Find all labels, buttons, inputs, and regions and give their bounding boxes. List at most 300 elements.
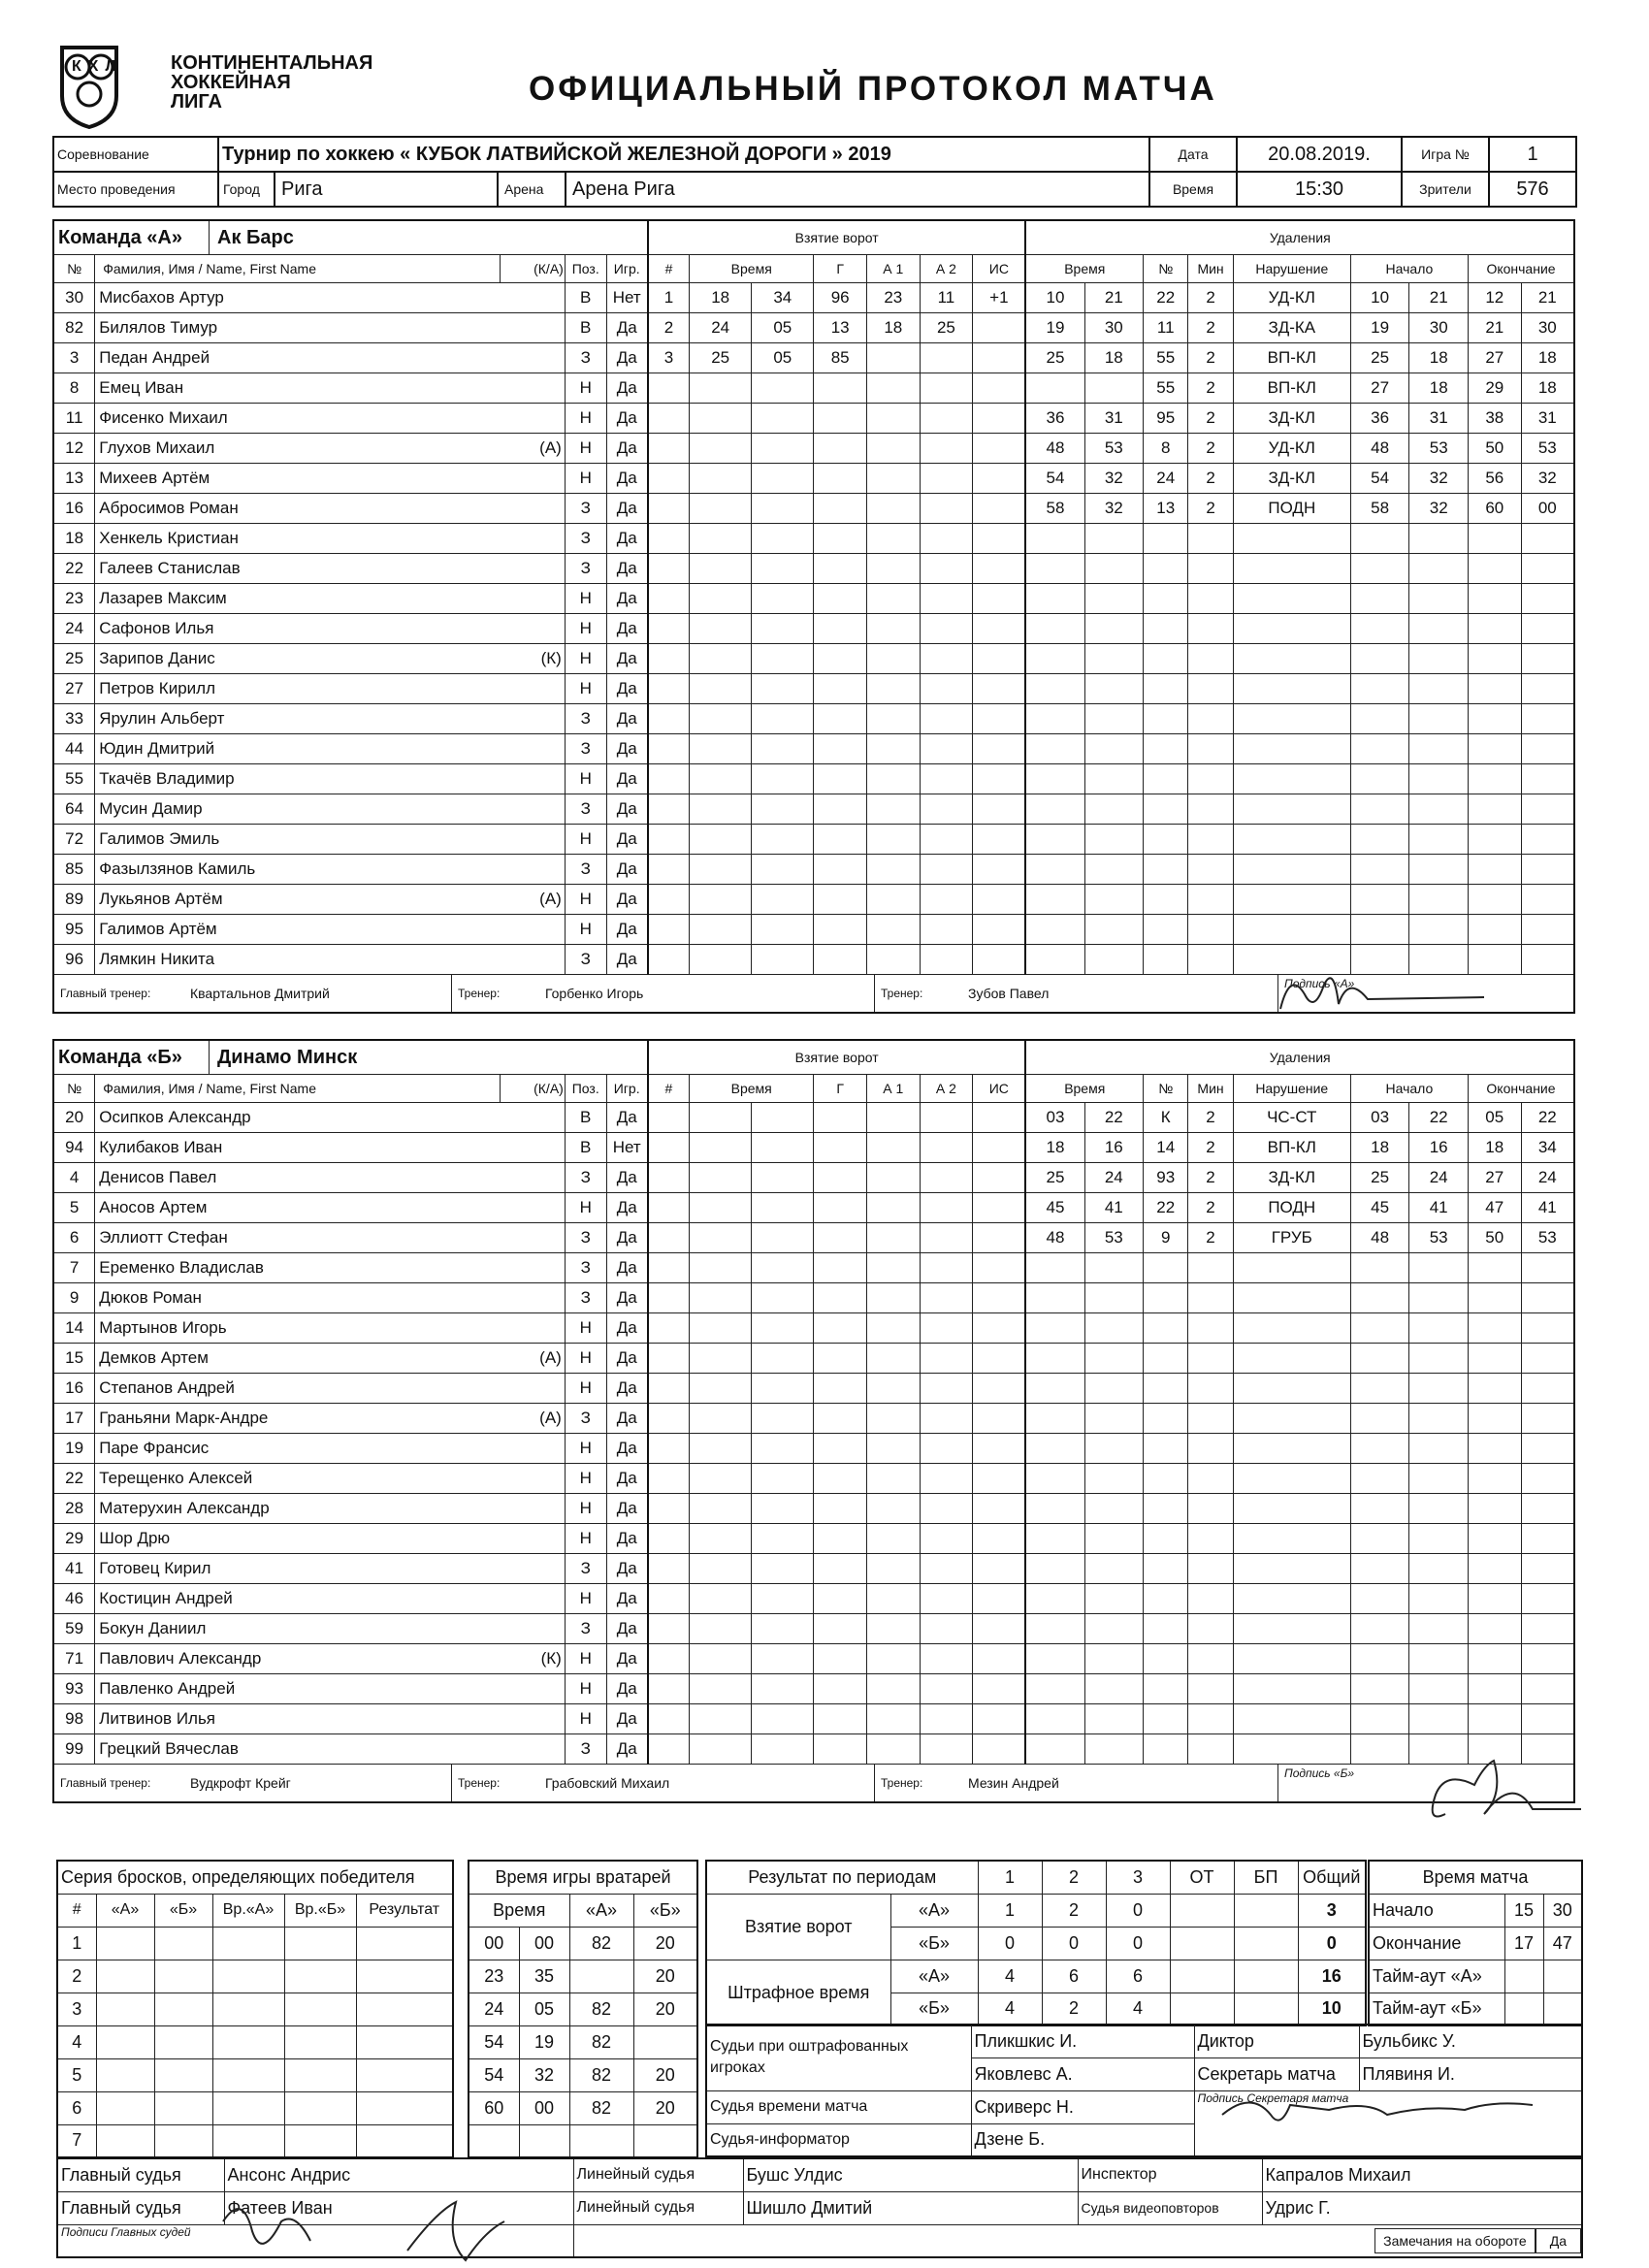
- player-position: В: [565, 1103, 606, 1133]
- pen-start-min: 48: [1350, 434, 1409, 464]
- player-number: 27: [53, 674, 95, 704]
- goalie-min: 54: [469, 2025, 519, 2058]
- goalie-min: 54: [469, 2058, 519, 2091]
- goal-number: 3: [648, 343, 690, 373]
- player-number: 95: [53, 915, 95, 945]
- player-played: Да: [606, 1283, 648, 1313]
- player-number: 22: [53, 1464, 95, 1494]
- pen-end-min: 38: [1468, 404, 1521, 434]
- pen-start-sec: 31: [1409, 404, 1469, 434]
- player-number: 14: [53, 1313, 95, 1344]
- pen-time-min: 54: [1025, 464, 1084, 494]
- team_a-col-a2: А 2: [920, 255, 973, 283]
- goalie-col-time: Время: [469, 1894, 569, 1927]
- player-played: Да: [606, 1464, 648, 1494]
- player-number: 6: [53, 1223, 95, 1253]
- player-number: 9: [53, 1283, 95, 1313]
- player-position: Н: [565, 1584, 606, 1614]
- player-name: Мартынов Игорь: [99, 1318, 227, 1337]
- team_b-head-coach-label: Главный тренер:: [60, 1776, 151, 1790]
- player-played: Да: [606, 464, 648, 494]
- player-position: З: [565, 1614, 606, 1644]
- player-position: Н: [565, 885, 606, 915]
- penbox-judge-1: Пликшкис И.: [971, 2025, 1194, 2057]
- pen-start-min: 19: [1350, 313, 1409, 343]
- team_b-row: [53, 1644, 1574, 1674]
- match-start-label: Начало: [1369, 1894, 1504, 1927]
- pen-player-no: 24: [1144, 464, 1188, 494]
- logo-letters: КХЛ: [72, 58, 123, 75]
- shootout-row-num: 7: [57, 2124, 96, 2157]
- city-value: Рига: [275, 173, 499, 206]
- player-name: Лукьянов Артём: [99, 890, 223, 908]
- shootout-row: [57, 1927, 453, 1960]
- goalie-col-a: «А»: [569, 1894, 633, 1927]
- player-name: Дюков Роман: [99, 1288, 202, 1307]
- pen-start-sec: 32: [1409, 494, 1469, 524]
- player-played: Да: [606, 794, 648, 825]
- pen-infraction: ЗД-КЛ: [1233, 1163, 1350, 1193]
- remarks-value: Да: [1536, 2228, 1581, 2253]
- player-role: (К): [540, 649, 562, 667]
- team_b-label: Команда «Б»: [54, 1041, 210, 1074]
- team-b-section: [52, 1039, 1575, 1803]
- player-played: Да: [606, 373, 648, 404]
- goal-time-sec: 34: [752, 283, 814, 313]
- pen-end-min: 60: [1468, 494, 1521, 524]
- player-played: Да: [606, 614, 648, 644]
- period-results-table: [705, 1860, 1367, 2026]
- team_b-coach2: Мезин Андрей: [968, 1765, 1278, 1801]
- pen-start-sec: 18: [1409, 343, 1469, 373]
- shootout-col: «Б»: [154, 1894, 212, 1927]
- pen-end-min: 05: [1468, 1103, 1521, 1133]
- shootout-row: [57, 2025, 453, 2058]
- goalie-a: [569, 2124, 633, 2157]
- player-position: Н: [565, 404, 606, 434]
- goals_a-value: [1234, 1894, 1298, 1927]
- pen-minutes: 2: [1188, 1103, 1233, 1133]
- goalie-a: 82: [569, 2058, 633, 2091]
- pen-player-no: 55: [1144, 373, 1188, 404]
- player-played: Да: [606, 554, 648, 584]
- team_b-row: [53, 1103, 1574, 1133]
- pen-end-sec: 00: [1521, 494, 1574, 524]
- spectators-value: 576: [1489, 172, 1576, 207]
- shootout-row: [57, 2091, 453, 2124]
- player-position: З: [565, 1554, 606, 1584]
- shootout-row: [57, 2058, 453, 2091]
- team_b-row: [53, 1404, 1574, 1434]
- player-position: Н: [565, 1313, 606, 1344]
- team_b-row: [53, 1374, 1574, 1404]
- pen-end-sec: 34: [1521, 1133, 1574, 1163]
- pen-time-sec: 32: [1084, 464, 1144, 494]
- team_a-label: Команда «А»: [54, 221, 210, 254]
- pen-time-sec: 24: [1084, 1163, 1144, 1193]
- player-name: Шор Дрю: [99, 1529, 171, 1547]
- team_b-sign-label: Подпись «Б»: [1284, 1766, 1355, 1780]
- goal-assist-1: [866, 343, 920, 373]
- goal-scorer: 13: [814, 313, 867, 343]
- lines2-label: Линейный судья: [573, 2191, 743, 2224]
- pen-time-min: 48: [1025, 434, 1084, 464]
- player-number: 93: [53, 1674, 95, 1704]
- goalie-b: 20: [633, 1993, 697, 2025]
- pen-time-sec: 41: [1084, 1193, 1144, 1223]
- player-number: 18: [53, 524, 95, 554]
- goal-scorer: 96: [814, 283, 867, 313]
- periods-title: Результат по периодам: [706, 1861, 978, 1894]
- player-number: 25: [53, 644, 95, 674]
- pen-minutes: 2: [1188, 1133, 1233, 1163]
- team_a-head-coach-label: Главный тренер:: [60, 987, 151, 1000]
- ref2-label: Главный судья: [57, 2191, 224, 2224]
- pen-start-min: 58: [1350, 494, 1409, 524]
- pen-player-no: 95: [1144, 404, 1188, 434]
- goalie-sec: 00: [519, 1927, 569, 1960]
- goalie-time-title: Время игры вратарей: [469, 1861, 697, 1894]
- team_b-col-ka: (К/А): [501, 1075, 566, 1103]
- announcer-value: Бульбикс У.: [1359, 2025, 1582, 2057]
- goal-assist-1: 18: [866, 313, 920, 343]
- player-position: З: [565, 343, 606, 373]
- match-time-table: [1368, 1860, 1583, 2026]
- player-name: Эллиотт Стефан: [99, 1228, 228, 1247]
- team_b-row: [53, 1434, 1574, 1464]
- team_a-coach: Горбенко Игорь: [545, 975, 875, 1012]
- player-name: Литвинов Илья: [99, 1709, 216, 1728]
- goalie-sec: 35: [519, 1960, 569, 1993]
- player-name: Хенкель Кристиан: [99, 529, 239, 547]
- match-start-h: 15: [1504, 1894, 1543, 1927]
- team_b-row: [53, 1494, 1574, 1524]
- team_a-row: [53, 855, 1574, 885]
- team_a-head-coach: Квартальнов Дмитрий: [190, 975, 452, 1012]
- team_a-col-p-inf: Нарушение: [1233, 255, 1350, 283]
- pen-minutes: 2: [1188, 343, 1233, 373]
- team_a-col-is: ИС: [973, 255, 1026, 283]
- pen-infraction: УД-КЛ: [1233, 434, 1350, 464]
- game-no-label: Игра №: [1402, 137, 1489, 172]
- team_b-row: [53, 1253, 1574, 1283]
- venue-label: Место проведения: [53, 172, 218, 207]
- player-position: Н: [565, 614, 606, 644]
- goalie-min: 24: [469, 1993, 519, 2025]
- goals_a-value: [1170, 1894, 1234, 1927]
- team_a-row: [53, 644, 1574, 674]
- pen-player-no: 93: [1144, 1163, 1188, 1193]
- khl-shield-icon: [58, 44, 123, 129]
- player-number: 59: [53, 1614, 95, 1644]
- goal-time-sec: 05: [752, 313, 814, 343]
- goals_b-team: «Б»: [890, 1927, 978, 1960]
- player-played: Да: [606, 825, 648, 855]
- player-number: 3: [53, 343, 95, 373]
- player-number: 13: [53, 464, 95, 494]
- pen-infraction: ЗД-КЛ: [1233, 404, 1350, 434]
- player-position: З: [565, 794, 606, 825]
- player-role: (А): [539, 1348, 562, 1367]
- player-number: 99: [53, 1734, 95, 1765]
- pim_b-value: [1170, 1993, 1234, 2025]
- team_a-row: [53, 674, 1574, 704]
- player-position: Н: [565, 1193, 606, 1223]
- announcer-label: Диктор: [1194, 2025, 1359, 2057]
- player-name: Кулибаков Иван: [99, 1138, 223, 1156]
- pen-infraction: ВП-КЛ: [1233, 343, 1350, 373]
- player-played: Да: [606, 644, 648, 674]
- player-position: З: [565, 855, 606, 885]
- player-played: Да: [606, 524, 648, 554]
- pen-start-min: 36: [1350, 404, 1409, 434]
- player-name: Лямкин Никита: [99, 950, 215, 968]
- pen-player-no: 14: [1144, 1133, 1188, 1163]
- goalie-time-row: [469, 2025, 697, 2058]
- pen-start-sec: 16: [1409, 1133, 1469, 1163]
- team_a-coach2-label: Тренер:: [881, 987, 923, 1000]
- player-name: Галимов Артём: [99, 920, 217, 938]
- pen-player-no: 8: [1144, 434, 1188, 464]
- pen-minutes: 2: [1188, 1223, 1233, 1253]
- player-played: Да: [606, 915, 648, 945]
- player-played: Да: [606, 1344, 648, 1374]
- pen-time-min: 45: [1025, 1193, 1084, 1223]
- goalie-col-b: «Б»: [633, 1894, 697, 1927]
- pen-infraction: ВП-КЛ: [1233, 1133, 1350, 1163]
- pen-player-no: 13: [1144, 494, 1188, 524]
- pen-end-min: 21: [1468, 313, 1521, 343]
- player-name: Бокун Даниил: [99, 1619, 207, 1637]
- player-name: Юдин Дмитрий: [99, 739, 215, 758]
- team_b-col-a2: А 2: [920, 1075, 973, 1103]
- team_b-row: [53, 1193, 1574, 1223]
- spectators-label: Зрители: [1402, 172, 1489, 207]
- team_a-row: [53, 313, 1574, 343]
- competition-label: Соревнование: [53, 137, 218, 172]
- pim_a-team: «А»: [890, 1960, 978, 1993]
- player-position: Н: [565, 1344, 606, 1374]
- timeout-b-label: Тайм-аут «Б»: [1369, 1993, 1504, 2025]
- pen-infraction: ПОДН: [1233, 494, 1350, 524]
- pim_a-value: 6: [1042, 1960, 1106, 1993]
- team_b-col-name: Фамилия, Имя / Name, First Name: [95, 1075, 501, 1103]
- pen-infraction: УД-КЛ: [1233, 283, 1350, 313]
- player-name: Билялов Тимур: [99, 318, 218, 337]
- pen-player-no: К: [1144, 1103, 1188, 1133]
- team_a-row: [53, 734, 1574, 764]
- player-number: 19: [53, 1434, 95, 1464]
- period-col: БП: [1234, 1861, 1298, 1894]
- shootout-row-num: 5: [57, 2058, 96, 2091]
- team_a-row: [53, 434, 1574, 464]
- goal-time-sec: 05: [752, 343, 814, 373]
- pen-player-no: 55: [1144, 343, 1188, 373]
- timeout-a-label: Тайм-аут «А»: [1369, 1960, 1504, 1993]
- pen-end-min: 50: [1468, 1223, 1521, 1253]
- goals_b-value: 0: [1298, 1927, 1366, 1960]
- team_b-col-pos: Поз.: [565, 1075, 606, 1103]
- pen-minutes: 2: [1188, 464, 1233, 494]
- team_b-row: [53, 1163, 1574, 1193]
- shootout-row-num: 6: [57, 2091, 96, 2124]
- player-position: Н: [565, 644, 606, 674]
- goals_b-value: 0: [1106, 1927, 1170, 1960]
- player-name: Граньяни Марк-Андре: [99, 1409, 269, 1427]
- player-role: (А): [539, 1409, 562, 1427]
- player-number: 8: [53, 373, 95, 404]
- pen-time-sec: 21: [1084, 283, 1144, 313]
- shootout-row-num: 3: [57, 1993, 96, 2025]
- player-name: Галеев Станислав: [99, 559, 241, 577]
- team_a-row: [53, 885, 1574, 915]
- player-name: Петров Кирилл: [99, 679, 215, 697]
- pen-end-sec: 22: [1521, 1103, 1574, 1133]
- lines2-value: Шишло Дмитий: [743, 2191, 1078, 2224]
- goalie-b: 20: [633, 2058, 697, 2091]
- secretary-value: Плявиня И.: [1359, 2057, 1582, 2090]
- team_b-col-p-time: Время: [1025, 1075, 1143, 1103]
- team_b-row: [53, 1283, 1574, 1313]
- pen-time-sec: 31: [1084, 404, 1144, 434]
- team_b-row: [53, 1464, 1574, 1494]
- team_b-row: [53, 1584, 1574, 1614]
- player-position: З: [565, 1734, 606, 1765]
- team_a-goals-section: Взятие ворот: [648, 220, 1026, 255]
- team_a-row: [53, 554, 1574, 584]
- pen-end-min: 27: [1468, 1163, 1521, 1193]
- team_a-row: [53, 584, 1574, 614]
- team_a-row: [53, 283, 1574, 313]
- player-name: Абросимов Роман: [99, 499, 239, 517]
- player-number: 15: [53, 1344, 95, 1374]
- goalie-sec: 32: [519, 2058, 569, 2091]
- secretary-label: Секретарь матча: [1194, 2057, 1359, 2090]
- informer-label: Судья-информатор: [706, 2123, 971, 2156]
- player-number: 46: [53, 1584, 95, 1614]
- team_b-col-g-time: Время: [690, 1075, 814, 1103]
- pen-start-min: 18: [1350, 1133, 1409, 1163]
- team_a-row: [53, 343, 1574, 373]
- pen-start-min: 10: [1350, 283, 1409, 313]
- period-col: 2: [1042, 1861, 1106, 1894]
- player-number: 98: [53, 1704, 95, 1734]
- pen-start-sec: 53: [1409, 1223, 1469, 1253]
- pim_a-value: 4: [978, 1960, 1042, 1993]
- player-number: 44: [53, 734, 95, 764]
- pen-infraction: ВП-КЛ: [1233, 373, 1350, 404]
- player-played: Да: [606, 1524, 648, 1554]
- player-name: Ярулин Альберт: [99, 709, 225, 728]
- player-name: Михеев Артём: [99, 469, 210, 487]
- team_b-row: [53, 1614, 1574, 1644]
- pen-infraction: ПОДН: [1233, 1193, 1350, 1223]
- pen-time-min: [1025, 373, 1084, 404]
- lines1-label: Линейный судья: [573, 2158, 743, 2191]
- goal-assist-1: 23: [866, 283, 920, 313]
- period-col: 3: [1106, 1861, 1170, 1894]
- goalie-a: [569, 1960, 633, 1993]
- player-position: З: [565, 524, 606, 554]
- player-number: 22: [53, 554, 95, 584]
- goal-number: 2: [648, 313, 690, 343]
- player-played: Да: [606, 404, 648, 434]
- video-label: Судья видеоповторов: [1078, 2191, 1262, 2224]
- pen-start-min: 03: [1350, 1103, 1409, 1133]
- time-value: 15:30: [1237, 172, 1402, 207]
- pim_b-value: 4: [978, 1993, 1042, 2025]
- team_a-col-name: Фамилия, Имя / Name, First Name: [95, 255, 501, 283]
- pim_b-value: 10: [1298, 1993, 1366, 2025]
- goal-situation: [973, 343, 1026, 373]
- pen-start-min: 45: [1350, 1193, 1409, 1223]
- player-played: Да: [606, 1644, 648, 1674]
- goalie-a: 82: [569, 2091, 633, 2124]
- pen-start-sec: 22: [1409, 1103, 1469, 1133]
- team_a-row: [53, 704, 1574, 734]
- goalie-time-row: [469, 1927, 697, 1960]
- goalie-time-row: [469, 2058, 697, 2091]
- player-played: Нет: [606, 1133, 648, 1163]
- player-name: Педан Андрей: [99, 348, 210, 367]
- team_a-coach-label: Тренер:: [458, 987, 501, 1000]
- player-position: З: [565, 1223, 606, 1253]
- team_a-sign-label: Подпись «А»: [1284, 977, 1355, 990]
- team_a-col-no: №: [53, 255, 95, 283]
- player-number: 17: [53, 1404, 95, 1434]
- goalie-a: 82: [569, 1993, 633, 2025]
- player-name: Матерухин Александр: [99, 1499, 270, 1517]
- team_a-col-igr: Игр.: [606, 255, 648, 283]
- pen-minutes: 2: [1188, 1193, 1233, 1223]
- player-role: (А): [539, 890, 562, 908]
- team_a-col-g-num: #: [648, 255, 690, 283]
- period-col: ОТ: [1170, 1861, 1234, 1894]
- player-name: Павлович Александр: [99, 1649, 262, 1668]
- team_b-row: [53, 1313, 1574, 1344]
- pen-minutes: 2: [1188, 313, 1233, 343]
- khl-logo: [58, 44, 417, 131]
- player-number: 29: [53, 1524, 95, 1554]
- player-name: Фисенко Михаил: [99, 408, 228, 427]
- goalie-time-row: [469, 1993, 697, 2025]
- pen-player-no: 22: [1144, 1193, 1188, 1223]
- goals_b-value: [1234, 1927, 1298, 1960]
- goalie-min: 00: [469, 1927, 519, 1960]
- team_b-row: [53, 1223, 1574, 1253]
- team_b-goals-section: Взятие ворот: [648, 1040, 1026, 1075]
- pen-start-sec: 18: [1409, 373, 1469, 404]
- player-played: Да: [606, 1163, 648, 1193]
- ref1-label: Главный судья: [57, 2158, 224, 2191]
- player-name: Грецкий Вячеслав: [99, 1739, 239, 1758]
- team_a-row: [53, 494, 1574, 524]
- pen-time-sec: 22: [1084, 1103, 1144, 1133]
- team_a-row: [53, 404, 1574, 434]
- game-no-value: 1: [1489, 137, 1576, 172]
- player-played: Да: [606, 1374, 648, 1404]
- team_b-col-igr: Игр.: [606, 1075, 648, 1103]
- team_b-col-p-end: Окончание: [1468, 1075, 1574, 1103]
- team-a-section: [52, 219, 1575, 1014]
- team_a-col-p-min: Мин: [1188, 255, 1233, 283]
- player-played: Да: [606, 434, 648, 464]
- player-played: Да: [606, 1494, 648, 1524]
- player-number: 55: [53, 764, 95, 794]
- player-position: Н: [565, 764, 606, 794]
- video-value: Удрис Г.: [1262, 2191, 1582, 2224]
- pen-end-min: 12: [1468, 283, 1521, 313]
